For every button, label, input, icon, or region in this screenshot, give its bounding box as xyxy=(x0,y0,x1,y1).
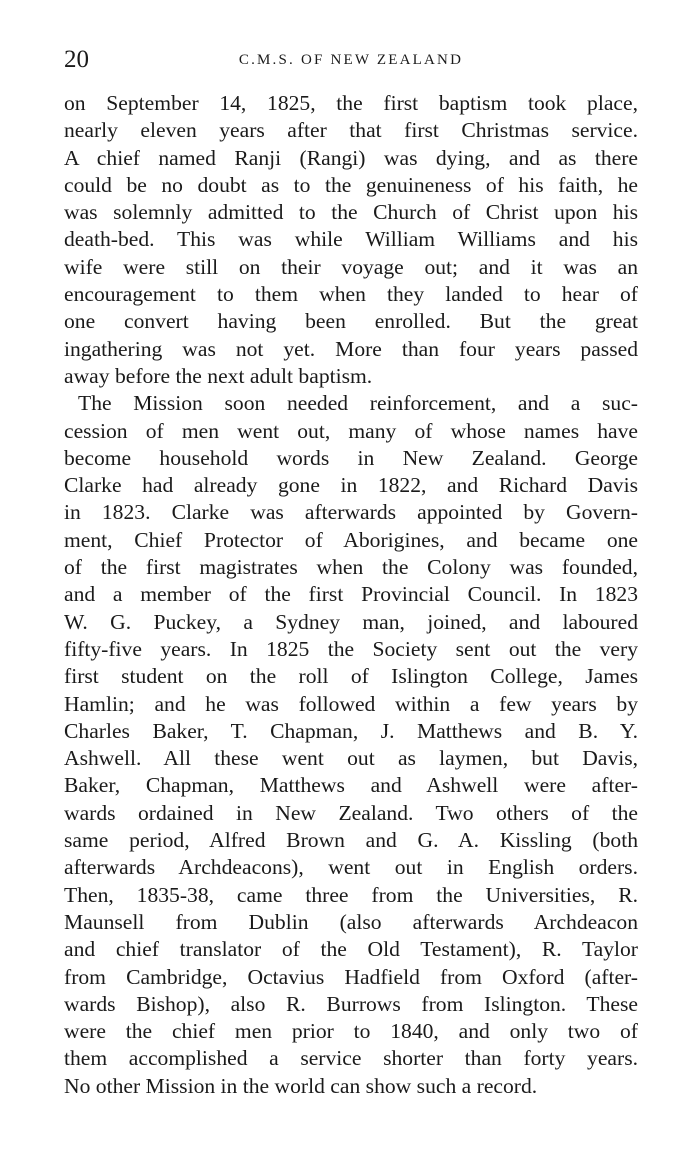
text-line: become household words in New Zealand. George xyxy=(64,445,638,470)
text-line: and a member of the first Provincial Council. In 1823 xyxy=(64,582,638,607)
running-title: C.M.S. OF NEW ZEALAND xyxy=(238,52,464,68)
text-line: wards Bishop), also R. Burrows from Islington. These xyxy=(64,991,638,1016)
text-line: cession of men went out, many of whose names have xyxy=(64,418,638,443)
text-line: afterwards Archdeacons), went out in English orders. xyxy=(64,855,638,880)
text-line: could be no doubt as to the genuineness of his faith, he xyxy=(64,172,638,197)
text-line: in 1823. Clarke was afterwards appointed by Govern- xyxy=(64,500,638,525)
text-line: on September 14, 1825, the first baptism took place, xyxy=(64,91,638,115)
text-line: Ashwell. All these went out as laymen, but Davis, xyxy=(64,746,638,771)
running-head xyxy=(64,44,638,76)
text-line: A chief named Ranji (Rangi) was dying, and as there xyxy=(64,145,638,170)
text-line: was solemnly admitted to the Church of Christ upon his xyxy=(64,200,638,225)
text-line: same period, Alfred Brown and G. A. Kissling (both xyxy=(64,828,638,853)
text-line: nearly eleven years after that first Christmas service. xyxy=(64,118,638,143)
text-line: one convert having been enrolled. But the great xyxy=(64,309,638,334)
text-line: and chief translator of the Old Testament), R. Taylor xyxy=(64,937,638,962)
text-line: were the chief men prior to 1840, and only two of xyxy=(64,1019,638,1044)
text-line: wife were still on their voyage out; and it was an xyxy=(64,254,638,279)
text-line: No other Mission in the world can show such a record. xyxy=(64,1073,538,1098)
text-line: them accomplished a service shorter than forty years. xyxy=(64,1046,638,1071)
text-line: first student on the roll of Islington College, James xyxy=(64,664,638,689)
page-number: 20 xyxy=(64,46,89,73)
paragraph-reinforcement xyxy=(64,390,638,1100)
text-line: death-bed. This was while William Williams and his xyxy=(64,227,638,252)
text-line: wards ordained in New Zealand. Two others of the xyxy=(64,800,638,825)
text-line: away before the next adult baptism. xyxy=(64,363,373,388)
body-text xyxy=(64,90,638,1100)
text-line: from Cambridge, Octavius Hadfield from Oxford (after- xyxy=(64,964,638,989)
text-line: Charles Baker, T. Chapman, J. Matthews and B. Y. xyxy=(64,718,638,743)
text-line: Maunsell from Dublin (also afterwards Archdeacon xyxy=(64,909,638,934)
text-line: W. G. Puckey, a Sydney man, joined, and laboured xyxy=(64,609,638,634)
text-line: ment, Chief Protector of Aborigines, and became one xyxy=(64,527,638,552)
paragraph-baptism xyxy=(64,90,638,390)
text-line: encouragement to them when they landed to hear of xyxy=(64,282,638,307)
text-line: fifty-five years. In 1825 the Society sent out the very xyxy=(64,636,638,661)
text-line: Hamlin; and he was followed within a few years by xyxy=(64,691,638,716)
text-line: ingathering was not yet. More than four years passed xyxy=(64,336,638,361)
text-line: of the first magistrates when the Colony was founded, xyxy=(64,555,638,580)
text-line: Clarke had already gone in 1822, and Richard Davis xyxy=(64,473,638,498)
text-line: The Mission soon needed reinforcement, and a suc- xyxy=(78,391,638,416)
text-line: Then, 1835-38, came three from the Universities, R. xyxy=(64,882,638,907)
text-line: Baker, Chapman, Matthews and Ashwell were after- xyxy=(64,773,638,798)
